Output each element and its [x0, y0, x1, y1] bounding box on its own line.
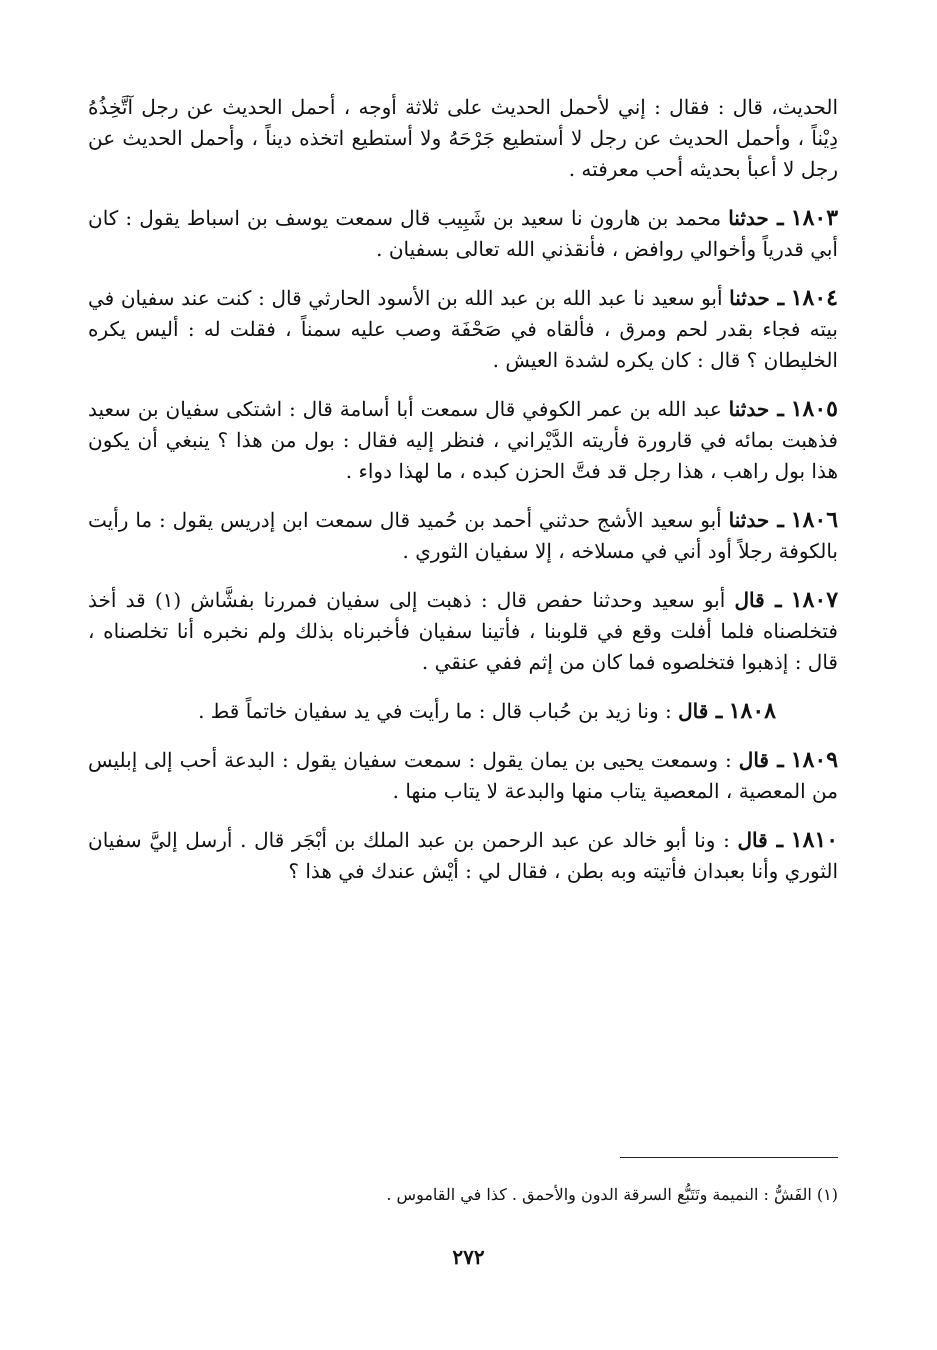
hadith-1804: ١٨٠٤ ـ حدثنا أبو سعيد نا عبد الله بن عبد الله بن الأسود الحارثي قال : كنت عند سفيان في بيته فجاء بقدر لحم ومرق ، فألقاه في صَحْفَة وصب عليه سمناً ، فقلت له : أليس يكره الخليطان ؟ قال : كان يكره لشدة العيش . — [88, 285, 838, 372]
hadith-number: ١٨٠٨ — [728, 698, 776, 724]
hadith-number: ١٨٠٥ — [790, 396, 838, 422]
hadith-keyword: قال — [737, 828, 768, 852]
page-number: ٢٧٢ — [452, 1245, 485, 1269]
hadith-keyword: حدثنا — [728, 508, 770, 532]
hadith-number: ١٨١٠ — [790, 827, 839, 853]
hadith-text: عبد الله بن عمر الكوفي قال سمعت أبا أسامة قال : اشتكى سفيان بن سعيد فذهبت بمائه في قارورة فأريته الدَّيْراني ، فنظر إليه فقال : بول من هذا ؟ ينبغي أن يكون هذا بول راهب ، هذا رجل قد فتَّ الحزن كبده ، ما لهذا دواء . — [88, 397, 838, 483]
hadith-1809: ١٨٠٩ ـ قال : وسمعت يحيى بن يمان يقول : سمعت سفيان يقول : البدعة أحب إلى إبليس من المعصية ، المعصية يتاب منها والبدعة لا يتاب منها . — [88, 747, 839, 803]
hadith-keyword: قال — [678, 699, 709, 723]
hadith-number: ١٨٠٩ — [790, 747, 839, 773]
paragraph-text: الحديث، قال : فقال : إني لأحمل الحديث على ثلاثة أوجه ، أحمل الحديث عن رجل آتَّخِذُهُ دِيْناً ، وأحمل الحديث عن رجل لا أستطيع جَرْحَهُ ولا أستطيع اتخذه ديناً ، وأحمل الحديث عن رجل لا أعبأ بحديثه أحب معرفته . — [88, 95, 838, 181]
hadith-text: : ونا أبو خالد عن عبد الرحمن بن عبد الملك بن أبْجَر قال . أرسل إليَّ سفيان الثوري وأنا بعبدان فأتيته وبه بطن ، فقال لي : أيْش عندك في هذا ؟ — [88, 828, 838, 883]
hadith-number: ١٨٠٧ — [790, 587, 839, 613]
page-body — [88, 92, 838, 905]
hadith-number: ١٨٠٤ — [790, 285, 838, 311]
hadith-text: محمد بن هارون نا سعيد بن شَبِيب قال سمعت يوسف بن اسباط يقول : كان أبي قدرياً وأخوالي روافض ، فأنقذني الله تعالى بسفيان . — [88, 206, 838, 261]
hadith-keyword: حدثنا — [728, 397, 770, 421]
hadith-1810: ١٨١٠ ـ قال : ونا أبو خالد عن عبد الرحمن بن عبد الملك بن أبْجَر قال . أرسل إليَّ سفيان الثوري وأنا بعبدان فأتيته وبه بطن ، فقال لي : أيْش عندك في هذا ؟ — [88, 827, 839, 883]
hadith-1807: ١٨٠٧ ـ قال أبو سعيد وحدثنا حفص قال : ذهبت إلى سفيان فمررنا بفشَّاش (١) قد أخذ فتخلصناه فلما أفلت وقع في قلوبنا ، فأتينا سفيان فأخبرناه بذلك ولم نخبره أنا تخلصناه ، قال : إذهبوا فتخلصوه فما كان من إثم ففي عنقي . — [88, 587, 839, 674]
hadith-keyword: حدثنا — [728, 206, 769, 230]
hadith-keyword: قال — [738, 748, 769, 772]
hadith-text: أبو سعيد وحدثنا حفص قال : ذهبت إلى سفيان فمررنا بفشَّاش (١) قد أخذ فتخلصناه فلما أفلت وقع في قلوبنا ، فأتينا سفيان فأخبرناه بذلك ولم نخبره أنا تخلصناه ، قال : إذهبوا فتخلصوه فما كان من إثم ففي عنقي . — [88, 588, 838, 674]
hadith-text: أبو سعيد الأشج حدثني أحمد بن حُميد قال سمعت ابن إدريس يقول : ما رأيت بالكوفة رجلاً أود أني في مسلاخه ، إلا سفيان الثوري . — [88, 508, 838, 563]
hadith-text: : ونا زيد بن حُباب قال : ما رأيت في يد سفيان خاتماً قط . — [198, 699, 672, 723]
hadith-text: أبو سعيد نا عبد الله بن عبد الله بن الأسود الحارثي قال : كنت عند سفيان في بيته فجاء بقدر لحم ومرق ، فألقاه في صَحْفَة وصب عليه سمناً ، فقلت له : أليس يكره الخليطان ؟ قال : كان يكره لشدة العيش . — [88, 286, 838, 372]
hadith-1803: ١٨٠٣ ـ حدثنا محمد بن هارون نا سعيد بن شَبِيب قال سمعت يوسف بن اسباط يقول : كان أبي قدرياً وأخوالي روافض ، فأنقذني الله تعالى بسفيان . — [88, 205, 839, 261]
footnote-divider — [620, 1157, 838, 1158]
hadith-1808: ١٨٠٨ ـ قال : ونا زيد بن حُباب قال : ما رأيت في يد سفيان خاتماً قط . — [198, 698, 776, 724]
hadith-number: ١٨٠٣ — [790, 205, 839, 231]
hadith-1805: ١٨٠٥ ـ حدثنا عبد الله بن عمر الكوفي قال سمعت أبا أسامة قال : اشتكى سفيان بن سعيد فذهبت بمائه في قارورة فأريته الدَّيْراني ، فنظر إليه فقال : بول من هذا ؟ ينبغي أن يكون هذا بول راهب ، هذا رجل قد فتَّ الحزن كبده ، ما لهذا دواء . — [88, 396, 838, 483]
hadith-text: : وسمعت يحيى بن يمان يقول : سمعت سفيان يقول : البدعة أحب إلى إبليس من المعصية ، المعصية يتاب منها والبدعة لا يتاب منها . — [88, 748, 838, 803]
hadith-keyword: حدثنا — [729, 286, 770, 310]
hadith-keyword: قال — [734, 588, 765, 612]
hadith-number: ١٨٠٦ — [790, 507, 839, 533]
hadith-1806: ١٨٠٦ ـ حدثنا أبو سعيد الأشج حدثني أحمد بن حُميد قال سمعت ابن إدريس يقول : ما رأيت بالكوفة رجلاً أود أني في مسلاخه ، إلا سفيان الثوري . — [88, 507, 839, 563]
footnote: (١) الفَشُّ : النميمة وتَتَبُّع السرقة الدون والأحمق . كذا في القاموس . — [386, 1185, 838, 1204]
paragraph-continuation — [88, 92, 838, 185]
